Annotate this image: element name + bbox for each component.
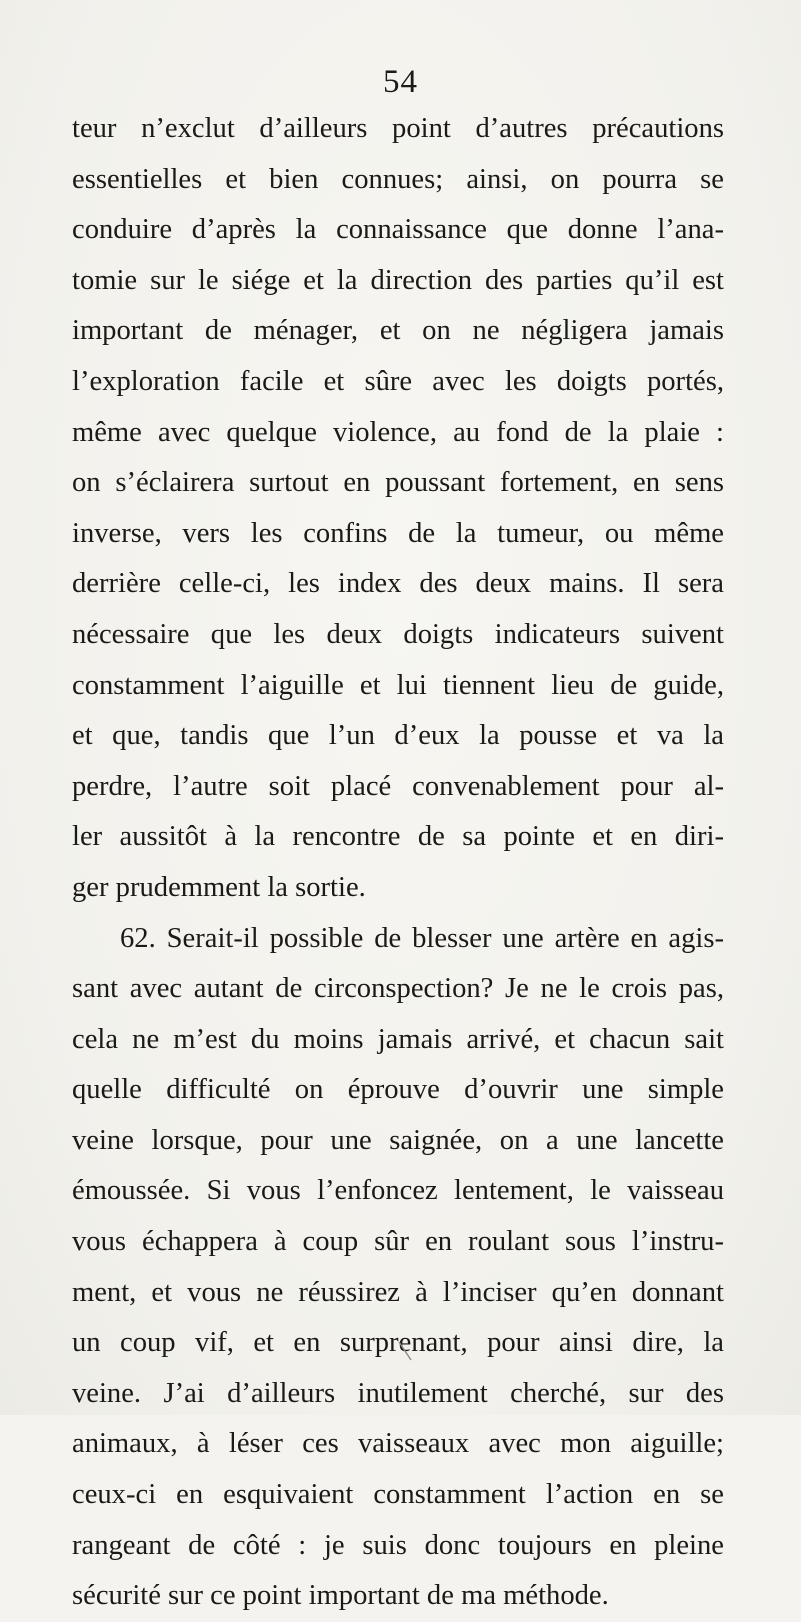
- text-line: veine lorsque, pour une saignée, on a une lancette: [72, 1124, 724, 1156]
- text-line: tomie sur le siége et la direction des parties qu’il est: [72, 264, 724, 296]
- text-line: derrière celle-ci, les index des deux mains. Il sera: [72, 568, 724, 600]
- text-line: quelle difficulté on éprouve d’ouvrir une simple: [72, 1074, 724, 1106]
- text-line: important de ménager, et on ne négligera jamais: [72, 315, 724, 347]
- text-line: essentielles et bien connues; ainsi, on pourra se: [72, 163, 724, 195]
- text-line: vous échappera à coup sûr en roulant sous l’instru-: [72, 1226, 724, 1258]
- scan-speck-mark: [397, 1340, 417, 1364]
- text-line: ceux-ci en esquivaient constamment l’action en se: [72, 1479, 724, 1511]
- text-line: nécessaire que les deux doigts indicateurs suivent: [72, 618, 724, 650]
- text-line: veine. J’ai d’ailleurs inutilement cherché, sur des: [72, 1377, 724, 1409]
- text-line: inverse, vers les confins de la tumeur, ou même: [72, 517, 724, 549]
- text-line: perdre, l’autre soit placé convenablement pour al-: [72, 770, 724, 802]
- page-number: 54: [383, 64, 418, 100]
- text-line-paragraph-end: sécurité sur ce point important de ma méthode.: [72, 1580, 609, 1612]
- text-line: sant avec autant de circonspection? Je ne le crois pas,: [72, 973, 724, 1005]
- text-line: l’exploration facile et sûre avec les doigts portés,: [72, 365, 724, 397]
- text-line: constamment l’aiguille et lui tiennent lieu de guide,: [72, 669, 724, 701]
- text-line: même avec quelque violence, au fond de la plaie :: [72, 416, 724, 448]
- text-line: conduire d’après la connaissance que donne l’ana-: [72, 214, 724, 246]
- text-line: ler aussitôt à la rencontre de sa pointe et en diri-: [72, 821, 724, 853]
- text-line: cela ne m’est du moins jamais arrivé, et chacun sait: [72, 1023, 724, 1055]
- body-text: [72, 104, 724, 1622]
- text-line: émoussée. Si vous l’enfoncez lentement, le vaisseau: [72, 1175, 724, 1207]
- text-line-paragraph-start: 62. Serait-il possible de blesser une artère en agis-: [120, 922, 724, 954]
- text-line-paragraph-end: ger prudemment la sortie.: [72, 871, 366, 903]
- text-line: un coup vif, et en surprenant, pour ainsi dire, la: [72, 1327, 724, 1359]
- text-line: teur n’exclut d’ailleurs point d’autres précautions: [72, 113, 724, 144]
- text-line: rangeant de côté : je suis donc toujours en pleine: [72, 1529, 724, 1561]
- text-line: et que, tandis que l’un d’eux la pousse et va la: [72, 720, 724, 752]
- text-line: animaux, à léser ces vaisseaux avec mon aiguille;: [72, 1428, 724, 1460]
- text-line: on s’éclairera surtout en poussant fortement, en sens: [72, 467, 724, 499]
- text-line: ment, et vous ne réussirez à l’inciser qu’en donnant: [72, 1276, 724, 1308]
